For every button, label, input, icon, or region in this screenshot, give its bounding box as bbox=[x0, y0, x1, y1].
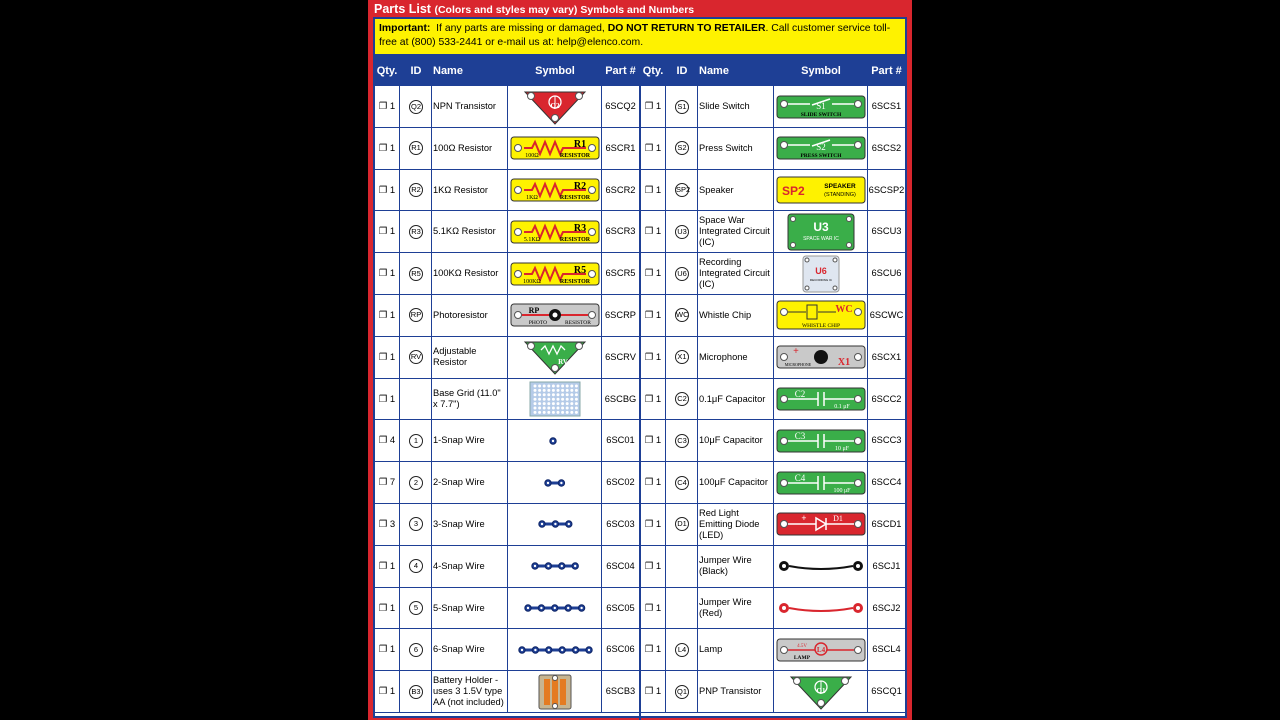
svg-text:RESISTOR: RESISTOR bbox=[565, 320, 591, 327]
svg-text:Q2: Q2 bbox=[550, 101, 560, 110]
part-number-cell: 6SCC3 bbox=[871, 435, 902, 446]
qty-cell: ❐ 1 bbox=[378, 686, 396, 698]
id-badge: 3 bbox=[409, 517, 423, 531]
id-cell bbox=[401, 629, 431, 670]
id-badge: R2 bbox=[409, 183, 423, 197]
part-number-cell: 6SCRP bbox=[604, 309, 636, 320]
part-number-cell: 6SC04 bbox=[606, 560, 635, 571]
id-cell bbox=[667, 86, 697, 127]
svg-text:RESISTOR: RESISTOR bbox=[559, 153, 591, 160]
name-cell: PNP Transistor bbox=[699, 686, 762, 697]
qty-cell: ❐ 1 bbox=[644, 686, 662, 698]
qty-cell: ❐ 1 bbox=[378, 268, 396, 280]
id-cell bbox=[401, 211, 431, 252]
svg-text:S1: S1 bbox=[816, 100, 826, 111]
resistor-yellow-icon bbox=[508, 170, 602, 211]
name-cell: Red Light Emitting Diode (LED) bbox=[699, 507, 760, 540]
id-cell bbox=[667, 253, 697, 294]
header-id: ID bbox=[410, 65, 422, 77]
id-cell bbox=[401, 462, 431, 503]
id-cell bbox=[401, 671, 431, 712]
id-cell bbox=[667, 504, 697, 545]
svg-text:MICROPHONE: MICROPHONE bbox=[784, 362, 812, 368]
table-row bbox=[375, 253, 639, 295]
svg-text:PRESS SWITCH: PRESS SWITCH bbox=[800, 153, 842, 160]
qty-cell: ❐ 1 bbox=[378, 184, 396, 196]
name-cell: 5-Snap Wire bbox=[433, 602, 485, 613]
base-grid-icon bbox=[508, 379, 602, 420]
id-badge: 5 bbox=[409, 601, 423, 615]
svg-text:RESISTOR: RESISTOR bbox=[559, 195, 591, 202]
svg-text:RESISTOR: RESISTOR bbox=[559, 236, 591, 243]
resistor-yellow-icon bbox=[508, 253, 602, 294]
snap-wire-icon bbox=[508, 588, 602, 629]
svg-text:WC: WC bbox=[835, 304, 853, 316]
id-cell bbox=[667, 671, 697, 712]
svg-text:1KΩ: 1KΩ bbox=[526, 195, 538, 202]
name-cell: 100μF Capacitor bbox=[699, 477, 768, 488]
qty-cell: ❐ 1 bbox=[644, 101, 662, 112]
parts-table-panel bbox=[373, 17, 907, 718]
id-badge: U6 bbox=[675, 267, 689, 281]
qty-cell: ❐ 1 bbox=[378, 142, 396, 154]
qty-cell: ❐ 3 bbox=[378, 518, 396, 530]
header-qty: Qty. bbox=[642, 65, 664, 77]
header-qty: Qty. bbox=[376, 65, 398, 77]
table-row bbox=[375, 504, 639, 546]
transistor-green-icon bbox=[774, 671, 868, 712]
name-cell: Press Switch bbox=[699, 142, 753, 153]
jumper-wire-icon bbox=[774, 546, 868, 587]
table-row bbox=[375, 295, 639, 337]
capacitor-green-icon bbox=[774, 379, 868, 420]
led-red-icon bbox=[774, 504, 868, 545]
important-notice bbox=[375, 19, 905, 56]
qty-cell: ❐ 1 bbox=[644, 644, 662, 656]
id-cell bbox=[401, 170, 431, 211]
table-row bbox=[641, 629, 905, 671]
name-cell: 6-Snap Wire bbox=[433, 644, 485, 655]
part-number-cell: 6SCR5 bbox=[605, 268, 636, 279]
id-badge: 2 bbox=[409, 476, 423, 490]
svg-text:+: + bbox=[793, 346, 799, 358]
part-number-cell: 6SCQ1 bbox=[871, 686, 902, 697]
photoresistor-gray-icon bbox=[508, 295, 602, 336]
name-cell: Space War Integrated Circuit (IC) bbox=[699, 215, 770, 248]
part-number-cell: 6SCB3 bbox=[605, 686, 636, 697]
part-number-cell: 6SCBG bbox=[604, 393, 637, 404]
table-row bbox=[641, 379, 905, 421]
qty-cell: ❐ 1 bbox=[644, 435, 662, 447]
part-number-cell: 6SCQ2 bbox=[605, 101, 636, 111]
snap-wire-icon bbox=[508, 629, 602, 670]
svg-text:SP2: SP2 bbox=[782, 184, 805, 199]
table-row bbox=[641, 546, 905, 588]
resistor-yellow-icon bbox=[508, 211, 602, 252]
snap-wire-icon bbox=[508, 462, 602, 503]
name-cell: Base Grid (11.0" x 7.7") bbox=[433, 388, 501, 410]
parts-table-left bbox=[375, 86, 639, 713]
svg-text:C4: C4 bbox=[794, 472, 806, 483]
table-row bbox=[641, 295, 905, 337]
svg-text:100 μF: 100 μF bbox=[833, 487, 851, 494]
table-row bbox=[375, 170, 639, 212]
id-badge: 6 bbox=[409, 643, 423, 657]
id-badge: Q1 bbox=[675, 685, 689, 699]
name-cell: 3-Snap Wire bbox=[433, 518, 485, 529]
svg-text:SPEAKER: SPEAKER bbox=[824, 183, 856, 191]
svg-text:L4: L4 bbox=[816, 645, 826, 654]
svg-text:U3: U3 bbox=[813, 219, 829, 234]
name-cell: Photoresistor bbox=[433, 309, 488, 320]
table-row bbox=[641, 588, 905, 630]
id-cell bbox=[401, 337, 431, 378]
name-cell: 4-Snap Wire bbox=[433, 560, 485, 571]
id-badge: R5 bbox=[409, 267, 423, 281]
id-badge: RV bbox=[409, 350, 423, 364]
part-number-cell: 6SCJ2 bbox=[872, 602, 901, 613]
parts-list-title bbox=[374, 0, 694, 18]
svg-text:4.5V: 4.5V bbox=[797, 643, 807, 649]
svg-text:RESISTOR: RESISTOR bbox=[559, 278, 591, 285]
name-cell: NPN Transistor bbox=[433, 101, 497, 111]
table-row bbox=[641, 253, 905, 295]
svg-text:R1: R1 bbox=[573, 139, 587, 151]
qty-cell: ❐ 1 bbox=[644, 602, 662, 614]
table-row bbox=[641, 86, 905, 128]
table-row bbox=[641, 462, 905, 504]
svg-text:SLIDE SWITCH: SLIDE SWITCH bbox=[800, 111, 842, 118]
id-cell bbox=[401, 504, 431, 545]
qty-cell: ❐ 4 bbox=[378, 435, 396, 447]
header-part: Part # bbox=[605, 65, 636, 77]
svg-text:Q1: Q1 bbox=[816, 686, 826, 695]
name-cell: Microphone bbox=[699, 351, 748, 362]
snap-wire-icon bbox=[508, 420, 602, 461]
svg-text:R2: R2 bbox=[573, 181, 587, 193]
svg-text:R5: R5 bbox=[573, 264, 587, 276]
svg-text:0.1 μF: 0.1 μF bbox=[834, 404, 850, 411]
table-row bbox=[375, 379, 639, 421]
id-badge: R3 bbox=[409, 225, 423, 239]
svg-text:+: + bbox=[801, 513, 807, 524]
name-cell: 1KΩ Resistor bbox=[433, 184, 489, 195]
table-row bbox=[375, 337, 639, 379]
table-row bbox=[641, 337, 905, 379]
part-number-cell: 6SCS1 bbox=[871, 101, 902, 111]
name-cell: Slide Switch bbox=[699, 101, 750, 111]
part-number-cell: 6SC05 bbox=[606, 602, 635, 613]
qty-cell: ❐ 1 bbox=[644, 393, 662, 405]
snap-wire-icon bbox=[508, 546, 602, 587]
jumper-wire-icon bbox=[774, 588, 868, 629]
part-number-cell: 6SCR3 bbox=[605, 226, 636, 237]
id-badge: RP bbox=[409, 308, 423, 322]
table-row bbox=[641, 211, 905, 253]
qty-cell: ❐ 1 bbox=[378, 560, 396, 572]
name-cell: 10μF Capacitor bbox=[699, 435, 763, 446]
part-number-cell: 6SCR2 bbox=[605, 184, 636, 195]
qty-cell: ❐ 1 bbox=[644, 309, 662, 321]
table-row bbox=[375, 211, 639, 253]
qty-cell: ❐ 1 bbox=[644, 142, 662, 154]
parts-table-right bbox=[641, 86, 905, 713]
notice-text-before: If any parts are missing or damaged, bbox=[436, 23, 605, 34]
part-number-cell: 6SCC4 bbox=[871, 477, 902, 488]
svg-text:S2: S2 bbox=[816, 142, 826, 153]
ic-chip-icon bbox=[774, 253, 868, 294]
svg-text:C3: C3 bbox=[794, 430, 806, 441]
svg-text:5.1KΩ: 5.1KΩ bbox=[523, 236, 541, 243]
part-number-cell: 6SCRV bbox=[605, 351, 636, 362]
name-cell: Adjustable Resistor bbox=[433, 346, 477, 368]
svg-text:SPACE WAR IC: SPACE WAR IC bbox=[803, 235, 839, 242]
svg-text:(STANDING): (STANDING) bbox=[824, 192, 856, 199]
table-row bbox=[375, 462, 639, 504]
name-cell: 100KΩ Resistor bbox=[433, 268, 499, 279]
table-row bbox=[641, 504, 905, 546]
qty-cell: ❐ 1 bbox=[378, 644, 396, 656]
qty-cell: ❐ 1 bbox=[644, 477, 662, 489]
id-cell bbox=[401, 588, 431, 629]
part-number-cell: 6SCWC bbox=[869, 309, 904, 320]
qty-cell: ❐ 1 bbox=[644, 268, 662, 280]
resistor-yellow-icon bbox=[508, 128, 602, 169]
table-row bbox=[641, 671, 905, 713]
part-number-cell: 6SCX1 bbox=[871, 351, 902, 362]
header-name: Name bbox=[699, 65, 729, 77]
header-symbol: Symbol bbox=[535, 65, 575, 77]
id-cell bbox=[667, 546, 697, 587]
qty-cell: ❐ 1 bbox=[644, 351, 662, 363]
switch-green-icon bbox=[774, 128, 868, 169]
id-cell bbox=[401, 253, 431, 294]
part-number-cell: 6SCL4 bbox=[872, 644, 901, 655]
svg-text:10 μF: 10 μF bbox=[834, 445, 850, 452]
adjustable-resistor-green-icon bbox=[508, 337, 602, 378]
id-cell bbox=[401, 420, 431, 461]
id-badge: Q2 bbox=[409, 100, 423, 114]
id-cell bbox=[667, 588, 697, 629]
id-badge: C2 bbox=[675, 392, 689, 406]
part-number-cell: 6SCSP2 bbox=[868, 184, 905, 195]
id-cell bbox=[667, 462, 697, 503]
name-cell: 100Ω Resistor bbox=[433, 142, 493, 153]
ic-green-icon bbox=[774, 211, 868, 252]
table-row bbox=[375, 86, 639, 128]
name-cell: 5.1KΩ Resistor bbox=[433, 226, 496, 237]
table-row bbox=[375, 546, 639, 588]
title-sub: (Colors and styles may vary) Symbols and Numbers bbox=[434, 4, 695, 16]
lamp-gray-icon bbox=[774, 629, 868, 670]
svg-text:RECORDING IC: RECORDING IC bbox=[809, 277, 833, 282]
qty-cell: ❐ 1 bbox=[644, 518, 662, 530]
table-row bbox=[375, 671, 639, 713]
table-row bbox=[641, 128, 905, 170]
part-number-cell: 6SC01 bbox=[606, 435, 635, 446]
svg-text:PHOTO: PHOTO bbox=[528, 320, 548, 327]
column-divider bbox=[639, 56, 641, 720]
svg-text:RP: RP bbox=[528, 306, 540, 316]
id-badge: L4 bbox=[675, 643, 689, 657]
title-main: Parts List bbox=[374, 2, 431, 16]
svg-text:100Ω: 100Ω bbox=[525, 153, 539, 160]
table-row bbox=[375, 629, 639, 671]
svg-text:LAMP: LAMP bbox=[793, 654, 811, 661]
svg-text:100KΩ: 100KΩ bbox=[523, 278, 541, 285]
part-number-cell: 6SCD1 bbox=[871, 518, 902, 529]
id-badge: 4 bbox=[409, 559, 423, 573]
id-badge: S1 bbox=[675, 100, 689, 114]
id-badge: WC bbox=[675, 308, 689, 322]
svg-text:U6: U6 bbox=[815, 265, 827, 276]
id-badge: S2 bbox=[675, 141, 689, 155]
id-cell bbox=[667, 337, 697, 378]
whistle-chip-icon bbox=[774, 295, 868, 336]
part-number-cell: 6SC06 bbox=[606, 644, 635, 655]
name-cell: Recording Integrated Circuit (IC) bbox=[699, 257, 770, 290]
switch-green-icon bbox=[774, 86, 868, 127]
part-number-cell: 6SCU3 bbox=[871, 226, 902, 237]
id-badge: 1 bbox=[409, 434, 423, 448]
name-cell: Speaker bbox=[699, 184, 734, 195]
qty-cell: ❐ 1 bbox=[644, 184, 662, 196]
qty-cell: ❐ 1 bbox=[644, 226, 662, 238]
qty-cell: ❐ 1 bbox=[378, 309, 396, 321]
notice-label: Important: bbox=[379, 23, 431, 34]
id-badge: X1 bbox=[675, 350, 689, 364]
name-cell: 2-Snap Wire bbox=[433, 477, 485, 488]
name-cell: Jumper Wire (Black) bbox=[699, 555, 752, 577]
header-name: Name bbox=[433, 65, 463, 77]
id-cell bbox=[401, 546, 431, 587]
snap-wire-icon bbox=[508, 504, 602, 545]
header-part: Part # bbox=[871, 65, 902, 77]
parts-list-sheet bbox=[368, 0, 912, 720]
id-cell bbox=[667, 128, 697, 169]
svg-text:WHISTLE CHIP: WHISTLE CHIP bbox=[801, 323, 841, 330]
qty-cell: ❐ 1 bbox=[378, 602, 396, 614]
id-badge: SP2 bbox=[675, 183, 689, 197]
part-number-cell: 6SCR1 bbox=[605, 142, 636, 153]
capacitor-green-icon bbox=[774, 420, 868, 461]
id-cell bbox=[401, 128, 431, 169]
capacitor-green-icon bbox=[774, 462, 868, 503]
id-badge: B3 bbox=[409, 685, 423, 699]
id-cell bbox=[667, 420, 697, 461]
part-number-cell: 6SCC2 bbox=[871, 393, 902, 404]
id-cell bbox=[667, 295, 697, 336]
id-badge: U3 bbox=[675, 225, 689, 239]
part-number-cell: 6SCU6 bbox=[871, 268, 902, 279]
name-cell: Whistle Chip bbox=[699, 309, 752, 320]
id-cell bbox=[667, 211, 697, 252]
name-cell: Battery Holder - uses 3 1.5V type AA (not included) bbox=[433, 675, 504, 708]
id-cell bbox=[401, 295, 431, 336]
notice-text-after: . Call customer service toll-free at (800) 533-2441 or e-mail us at: help@elenco.com. bbox=[379, 23, 891, 48]
header-id: ID bbox=[676, 65, 688, 77]
id-cell bbox=[667, 379, 697, 420]
id-cell bbox=[401, 86, 431, 127]
part-number-cell: 6SCS2 bbox=[871, 142, 902, 153]
id-cell bbox=[667, 170, 697, 211]
svg-text:RV: RV bbox=[558, 358, 568, 367]
svg-text:D1: D1 bbox=[833, 514, 843, 524]
table-row bbox=[375, 128, 639, 170]
qty-cell: ❐ 1 bbox=[378, 393, 396, 405]
id-cell bbox=[667, 629, 697, 670]
header-symbol: Symbol bbox=[801, 65, 841, 77]
transistor-red-icon bbox=[508, 86, 602, 127]
qty-cell: ❐ 7 bbox=[378, 477, 396, 489]
qty-cell: ❐ 1 bbox=[378, 101, 396, 112]
svg-text:X1: X1 bbox=[837, 357, 851, 369]
svg-text:C2: C2 bbox=[794, 389, 806, 400]
table-row bbox=[641, 170, 905, 212]
battery-holder-icon bbox=[508, 671, 602, 712]
qty-cell: ❐ 1 bbox=[378, 351, 396, 363]
id-badge: C4 bbox=[675, 476, 689, 490]
part-number-cell: 6SCJ1 bbox=[872, 560, 901, 571]
microphone-gray-icon bbox=[774, 337, 868, 378]
name-cell: Jumper Wire (Red) bbox=[699, 597, 752, 619]
name-cell: 0.1μF Capacitor bbox=[699, 393, 766, 404]
qty-cell: ❐ 1 bbox=[644, 560, 662, 572]
id-badge: C3 bbox=[675, 434, 689, 448]
id-cell bbox=[401, 379, 431, 420]
name-cell: Lamp bbox=[699, 644, 723, 655]
id-badge: R1 bbox=[409, 141, 423, 155]
svg-text:R3: R3 bbox=[573, 222, 587, 234]
id-badge: D1 bbox=[675, 517, 689, 531]
table-row bbox=[641, 420, 905, 462]
qty-cell: ❐ 1 bbox=[378, 226, 396, 238]
table-row bbox=[375, 420, 639, 462]
part-number-cell: 6SC02 bbox=[606, 477, 635, 488]
part-number-cell: 6SC03 bbox=[606, 518, 635, 529]
speaker-yellow-icon bbox=[774, 170, 868, 211]
table-row bbox=[375, 588, 639, 630]
name-cell: 1-Snap Wire bbox=[433, 435, 485, 446]
notice-emphasis: DO NOT RETURN TO RETAILER bbox=[607, 23, 766, 34]
